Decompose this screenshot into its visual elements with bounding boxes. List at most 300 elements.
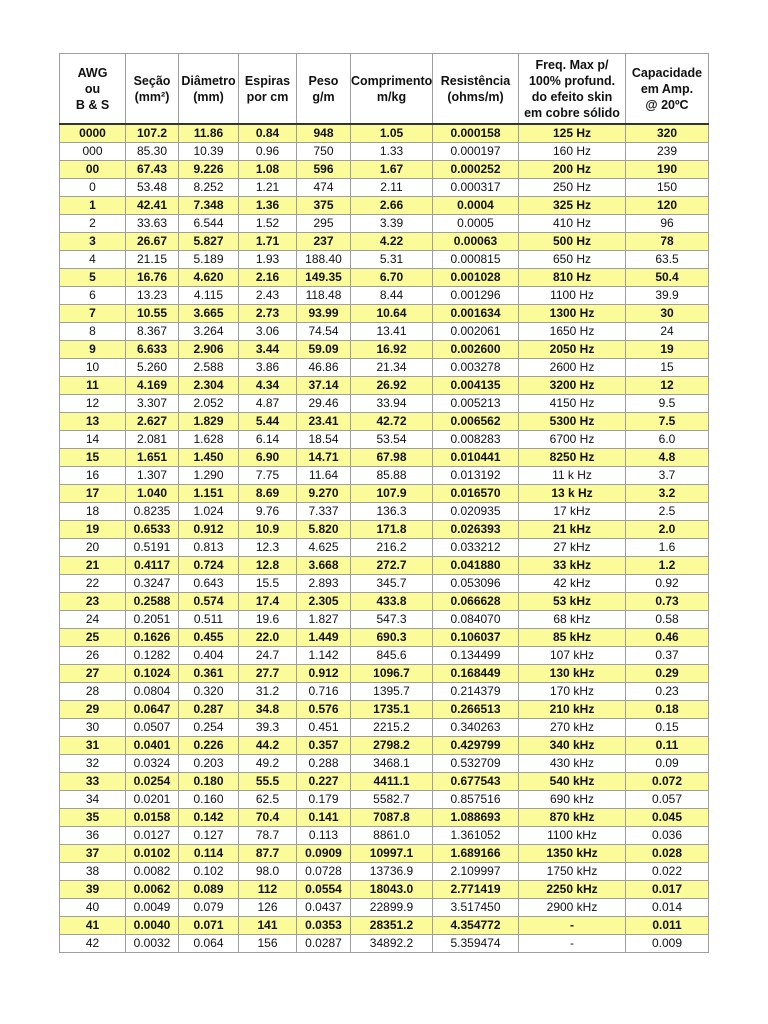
table-cell-capacidade: 0.18 [626, 701, 709, 719]
column-header-espiras [239, 54, 297, 125]
table-cell-espiras: 22.0 [239, 629, 297, 647]
table-row [60, 539, 709, 557]
table-row [60, 395, 709, 413]
table-cell-capacidade: 6.0 [626, 431, 709, 449]
table-cell-resistencia: 0.340263 [433, 719, 519, 737]
table-cell-diametro: 1.290 [179, 467, 239, 485]
table-cell-comprimento: 3468.1 [351, 755, 433, 773]
table-row [60, 647, 709, 665]
table-cell-diametro: 1.450 [179, 449, 239, 467]
table-row [60, 305, 709, 323]
table-cell-freq-max: 2050 Hz [519, 341, 626, 359]
table-cell-secao: 0.8235 [126, 503, 179, 521]
table-cell-awg: 28 [60, 683, 126, 701]
table-cell-espiras: 4.87 [239, 395, 297, 413]
table-row [60, 521, 709, 539]
table-cell-peso: 59.09 [297, 341, 351, 359]
table-cell-secao: 1.307 [126, 467, 179, 485]
table-cell-awg: 30 [60, 719, 126, 737]
table-cell-resistencia: 0.106037 [433, 629, 519, 647]
table-cell-secao: 0.0102 [126, 845, 179, 863]
table-cell-capacidade: 0.028 [626, 845, 709, 863]
column-header-line: Peso [308, 73, 339, 88]
table-cell-capacidade: 1.2 [626, 557, 709, 575]
table-cell-peso: 0.0728 [297, 863, 351, 881]
table-cell-peso: 0.227 [297, 773, 351, 791]
table-cell-resistencia: 2.771419 [433, 881, 519, 899]
table-cell-espiras: 156 [239, 935, 297, 953]
table-cell-resistencia: 0.010441 [433, 449, 519, 467]
table-cell-comprimento: 272.7 [351, 557, 433, 575]
table-cell-freq-max: 250 Hz [519, 179, 626, 197]
table-cell-capacidade: 320 [626, 124, 709, 143]
table-cell-awg: 13 [60, 413, 126, 431]
table-cell-peso: 0.912 [297, 665, 351, 683]
table-cell-comprimento: 690.3 [351, 629, 433, 647]
table-cell-secao: 0.0254 [126, 773, 179, 791]
table-cell-capacidade: 0.072 [626, 773, 709, 791]
table-cell-secao: 67.43 [126, 161, 179, 179]
table-cell-awg: 40 [60, 899, 126, 917]
table-cell-peso: 7.337 [297, 503, 351, 521]
table-cell-diametro: 0.724 [179, 557, 239, 575]
table-cell-secao: 0.0062 [126, 881, 179, 899]
table-cell-diametro: 0.203 [179, 755, 239, 773]
table-cell-diametro: 0.226 [179, 737, 239, 755]
table-cell-resistencia: 1.361052 [433, 827, 519, 845]
table-cell-freq-max: 540 kHz [519, 773, 626, 791]
table-cell-peso: 29.46 [297, 395, 351, 413]
table-cell-comprimento: 107.9 [351, 485, 433, 503]
table-cell-comprimento: 18043.0 [351, 881, 433, 899]
table-cell-peso: 0.0554 [297, 881, 351, 899]
table-cell-secao: 13.23 [126, 287, 179, 305]
table-cell-freq-max: 1650 Hz [519, 323, 626, 341]
table-cell-freq-max: 11 k Hz [519, 467, 626, 485]
table-cell-comprimento: 7087.8 [351, 809, 433, 827]
table-row [60, 863, 709, 881]
column-header-capacidade [626, 54, 709, 125]
table-cell-comprimento: 67.98 [351, 449, 433, 467]
table-cell-freq-max: 430 kHz [519, 755, 626, 773]
table-cell-resistencia: 0.001634 [433, 305, 519, 323]
table-cell-freq-max: 27 kHz [519, 539, 626, 557]
column-header-line: ou [84, 81, 101, 96]
table-cell-comprimento: 1.67 [351, 161, 433, 179]
table-cell-espiras: 17.4 [239, 593, 297, 611]
table-row [60, 629, 709, 647]
table-cell-espiras: 19.6 [239, 611, 297, 629]
table-cell-awg: 14 [60, 431, 126, 449]
table-cell-awg: 4 [60, 251, 126, 269]
table-cell-comprimento: 22899.9 [351, 899, 433, 917]
table-cell-peso: 37.14 [297, 377, 351, 395]
column-header-line: (ohms/m) [447, 89, 504, 104]
table-cell-diametro: 0.643 [179, 575, 239, 593]
table-cell-freq-max: 325 Hz [519, 197, 626, 215]
column-header-awg [60, 54, 126, 125]
column-header-line: 100% profund. [528, 73, 616, 88]
table-row [60, 413, 709, 431]
table-cell-freq-max: 53 kHz [519, 593, 626, 611]
table-cell-secao: 1.651 [126, 449, 179, 467]
table-cell-freq-max: 650 Hz [519, 251, 626, 269]
table-cell-diametro: 0.574 [179, 593, 239, 611]
table-cell-capacidade: 7.5 [626, 413, 709, 431]
table-cell-awg: 20 [60, 539, 126, 557]
table-cell-diametro: 0.287 [179, 701, 239, 719]
table-cell-diametro: 0.079 [179, 899, 239, 917]
table-row [60, 269, 709, 287]
table-cell-awg: 0 [60, 179, 126, 197]
table-cell-comprimento: 33.94 [351, 395, 433, 413]
table-cell-comprimento: 8861.0 [351, 827, 433, 845]
table-cell-freq-max: 340 kHz [519, 737, 626, 755]
table-cell-peso: 474 [297, 179, 351, 197]
table-cell-diametro: 0.511 [179, 611, 239, 629]
table-cell-capacidade: 30 [626, 305, 709, 323]
table-cell-resistencia: 0.677543 [433, 773, 519, 791]
table-cell-espiras: 44.2 [239, 737, 297, 755]
table-cell-capacidade: 0.29 [626, 665, 709, 683]
table-cell-awg: 27 [60, 665, 126, 683]
table-row [60, 431, 709, 449]
column-header-line: Diâmetro [181, 73, 236, 88]
table-cell-diametro: 3.665 [179, 305, 239, 323]
table-cell-espiras: 0.84 [239, 124, 297, 143]
table-cell-secao: 0.0647 [126, 701, 179, 719]
table-cell-comprimento: 85.88 [351, 467, 433, 485]
table-cell-comprimento: 1395.7 [351, 683, 433, 701]
table-cell-capacidade: 12 [626, 377, 709, 395]
table-cell-peso: 74.54 [297, 323, 351, 341]
table-cell-diametro: 0.089 [179, 881, 239, 899]
table-row [60, 485, 709, 503]
table-cell-diametro: 0.160 [179, 791, 239, 809]
table-cell-espiras: 9.76 [239, 503, 297, 521]
table-cell-secao: 0.6533 [126, 521, 179, 539]
table-cell-awg: 7 [60, 305, 126, 323]
table-cell-freq-max: 2600 Hz [519, 359, 626, 377]
table-cell-secao: 0.0082 [126, 863, 179, 881]
table-cell-secao: 0.0127 [126, 827, 179, 845]
table-row [60, 791, 709, 809]
table-cell-espiras: 78.7 [239, 827, 297, 845]
table-cell-espiras: 126 [239, 899, 297, 917]
table-cell-capacidade: 0.37 [626, 647, 709, 665]
table-cell-resistencia: 4.354772 [433, 917, 519, 935]
table-cell-resistencia: 0.002061 [433, 323, 519, 341]
table-cell-diametro: 0.912 [179, 521, 239, 539]
table-cell-diametro: 8.252 [179, 179, 239, 197]
table-cell-resistencia: 0.013192 [433, 467, 519, 485]
table-cell-freq-max: 4150 Hz [519, 395, 626, 413]
column-header-line: em Amp. [640, 81, 694, 96]
table-cell-capacidade: 4.8 [626, 449, 709, 467]
table-cell-espiras: 1.52 [239, 215, 297, 233]
table-cell-awg: 10 [60, 359, 126, 377]
table-cell-comprimento: 6.70 [351, 269, 433, 287]
table-cell-diametro: 0.254 [179, 719, 239, 737]
table-cell-secao: 0.0401 [126, 737, 179, 755]
table-cell-espiras: 7.75 [239, 467, 297, 485]
table-cell-peso: 93.99 [297, 305, 351, 323]
table-cell-freq-max: 13 k Hz [519, 485, 626, 503]
table-row [60, 719, 709, 737]
table-cell-comprimento: 2798.2 [351, 737, 433, 755]
table-cell-espiras: 3.86 [239, 359, 297, 377]
table-cell-freq-max: 810 Hz [519, 269, 626, 287]
table-cell-secao: 0.1626 [126, 629, 179, 647]
table-cell-diametro: 2.304 [179, 377, 239, 395]
table-cell-diametro: 10.39 [179, 143, 239, 161]
table-cell-comprimento: 26.92 [351, 377, 433, 395]
table-cell-freq-max: - [519, 917, 626, 935]
table-cell-awg: 33 [60, 773, 126, 791]
table-cell-espiras: 2.73 [239, 305, 297, 323]
table-cell-espiras: 24.7 [239, 647, 297, 665]
table-cell-resistencia: 0.020935 [433, 503, 519, 521]
table-cell-freq-max: 130 kHz [519, 665, 626, 683]
table-cell-espiras: 1.93 [239, 251, 297, 269]
table-cell-resistencia: 0.026393 [433, 521, 519, 539]
table-row [60, 251, 709, 269]
table-cell-espiras: 2.16 [239, 269, 297, 287]
table-cell-resistencia: 0.000252 [433, 161, 519, 179]
table-cell-secao: 85.30 [126, 143, 179, 161]
table-cell-diametro: 0.142 [179, 809, 239, 827]
table-cell-capacidade: 0.11 [626, 737, 709, 755]
table-cell-secao: 0.3247 [126, 575, 179, 593]
table-cell-espiras: 12.3 [239, 539, 297, 557]
column-header-diametro [179, 54, 239, 125]
table-cell-peso: 9.270 [297, 485, 351, 503]
table-cell-awg: 15 [60, 449, 126, 467]
table-cell-comprimento: 34892.2 [351, 935, 433, 953]
table-row [60, 341, 709, 359]
table-cell-comprimento: 21.34 [351, 359, 433, 377]
table-cell-awg: 000 [60, 143, 126, 161]
table-cell-capacidade: 96 [626, 215, 709, 233]
table-cell-resistencia: 0.001028 [433, 269, 519, 287]
table-cell-awg: 36 [60, 827, 126, 845]
table-cell-capacidade: 0.017 [626, 881, 709, 899]
table-cell-resistencia: 0.000815 [433, 251, 519, 269]
table-cell-capacidade: 9.5 [626, 395, 709, 413]
table-cell-secao: 2.627 [126, 413, 179, 431]
table-cell-secao: 10.55 [126, 305, 179, 323]
table-cell-awg: 35 [60, 809, 126, 827]
table-cell-peso: 4.625 [297, 539, 351, 557]
table-cell-capacidade: 3.2 [626, 485, 709, 503]
table-cell-resistencia: 1.088693 [433, 809, 519, 827]
table-cell-resistencia: 0.084070 [433, 611, 519, 629]
table-cell-peso: 0.0287 [297, 935, 351, 953]
table-cell-capacidade: 0.022 [626, 863, 709, 881]
table-cell-secao: 0.0324 [126, 755, 179, 773]
table-cell-secao: 33.63 [126, 215, 179, 233]
table-cell-freq-max: - [519, 935, 626, 953]
table-row [60, 809, 709, 827]
table-cell-resistencia: 0.168449 [433, 665, 519, 683]
table-cell-awg: 9 [60, 341, 126, 359]
header-row [60, 54, 709, 125]
table-cell-freq-max: 42 kHz [519, 575, 626, 593]
table-cell-capacidade: 0.057 [626, 791, 709, 809]
table-cell-capacidade: 0.92 [626, 575, 709, 593]
table-cell-awg: 23 [60, 593, 126, 611]
table-cell-peso: 0.288 [297, 755, 351, 773]
table-cell-secao: 3.307 [126, 395, 179, 413]
table-cell-diametro: 1.024 [179, 503, 239, 521]
table-cell-peso: 46.86 [297, 359, 351, 377]
table-cell-awg: 5 [60, 269, 126, 287]
table-cell-diametro: 2.906 [179, 341, 239, 359]
table-cell-comprimento: 345.7 [351, 575, 433, 593]
table-cell-peso: 2.305 [297, 593, 351, 611]
table-cell-secao: 0.4117 [126, 557, 179, 575]
table-cell-peso: 0.179 [297, 791, 351, 809]
table-row [60, 611, 709, 629]
table-cell-peso: 149.35 [297, 269, 351, 287]
table-cell-freq-max: 33 kHz [519, 557, 626, 575]
table-cell-capacidade: 150 [626, 179, 709, 197]
table-cell-secao: 0.0032 [126, 935, 179, 953]
table-cell-espiras: 27.7 [239, 665, 297, 683]
table-cell-freq-max: 1750 kHz [519, 863, 626, 881]
column-header-line: B & S [75, 97, 110, 112]
table-cell-secao: 0.0049 [126, 899, 179, 917]
table-cell-peso: 5.820 [297, 521, 351, 539]
table-cell-diametro: 11.86 [179, 124, 239, 143]
table-cell-capacidade: 0.09 [626, 755, 709, 773]
table-cell-peso: 375 [297, 197, 351, 215]
table-cell-capacidade: 0.014 [626, 899, 709, 917]
table-row [60, 881, 709, 899]
table-cell-freq-max: 8250 Hz [519, 449, 626, 467]
table-cell-resistencia: 0.053096 [433, 575, 519, 593]
table-cell-diametro: 4.115 [179, 287, 239, 305]
table-cell-comprimento: 16.92 [351, 341, 433, 359]
table-cell-secao: 1.040 [126, 485, 179, 503]
table-cell-peso: 18.54 [297, 431, 351, 449]
column-header-line: do efeito skin [531, 89, 613, 104]
table-cell-peso: 1.827 [297, 611, 351, 629]
table-cell-comprimento: 433.8 [351, 593, 433, 611]
table-cell-peso: 750 [297, 143, 351, 161]
table-cell-peso: 2.893 [297, 575, 351, 593]
table-cell-resistencia: 0.033212 [433, 539, 519, 557]
table-cell-awg: 1 [60, 197, 126, 215]
table-cell-awg: 18 [60, 503, 126, 521]
table-cell-awg: 26 [60, 647, 126, 665]
table-row [60, 143, 709, 161]
table-cell-awg: 42 [60, 935, 126, 953]
table-cell-capacidade: 0.58 [626, 611, 709, 629]
table-cell-peso: 118.48 [297, 287, 351, 305]
table-cell-comprimento: 171.8 [351, 521, 433, 539]
table-cell-secao: 0.0507 [126, 719, 179, 737]
table-row [60, 161, 709, 179]
table-cell-resistencia: 0.000158 [433, 124, 519, 143]
table-cell-diametro: 0.320 [179, 683, 239, 701]
table-cell-capacidade: 63.5 [626, 251, 709, 269]
table-cell-espiras: 1.71 [239, 233, 297, 251]
table-row [60, 773, 709, 791]
table-cell-comprimento: 13736.9 [351, 863, 433, 881]
table-cell-peso: 1.142 [297, 647, 351, 665]
table-cell-espiras: 6.90 [239, 449, 297, 467]
column-header-line: Espiras [244, 73, 291, 88]
table-cell-awg: 11 [60, 377, 126, 395]
table-cell-awg: 00 [60, 161, 126, 179]
table-cell-resistencia: 0.005213 [433, 395, 519, 413]
table-cell-comprimento: 547.3 [351, 611, 433, 629]
table-row [60, 449, 709, 467]
table-cell-capacidade: 0.045 [626, 809, 709, 827]
table-cell-comprimento: 5582.7 [351, 791, 433, 809]
table-cell-freq-max: 3200 Hz [519, 377, 626, 395]
table-cell-peso: 0.451 [297, 719, 351, 737]
table-cell-secao: 0.1024 [126, 665, 179, 683]
table-cell-secao: 16.76 [126, 269, 179, 287]
table-cell-secao: 0.5191 [126, 539, 179, 557]
table-cell-diametro: 0.102 [179, 863, 239, 881]
table-cell-freq-max: 21 kHz [519, 521, 626, 539]
table-cell-capacidade: 0.15 [626, 719, 709, 737]
table-cell-peso: 295 [297, 215, 351, 233]
table-row [60, 665, 709, 683]
table-cell-secao: 6.633 [126, 341, 179, 359]
table-cell-espiras: 8.69 [239, 485, 297, 503]
table-cell-comprimento: 2.11 [351, 179, 433, 197]
table-cell-espiras: 4.34 [239, 377, 297, 395]
table-cell-diametro: 4.620 [179, 269, 239, 287]
table-cell-secao: 2.081 [126, 431, 179, 449]
table-cell-freq-max: 1350 kHz [519, 845, 626, 863]
table-cell-resistencia: 0.016570 [433, 485, 519, 503]
table-cell-awg: 25 [60, 629, 126, 647]
column-header-line: @ 20ºC [645, 97, 689, 112]
table-cell-resistencia: 1.689166 [433, 845, 519, 863]
table-cell-diametro: 0.114 [179, 845, 239, 863]
table-cell-awg: 31 [60, 737, 126, 755]
table-row [60, 557, 709, 575]
table-cell-diametro: 1.628 [179, 431, 239, 449]
column-header-line: Freq. Max p/ [535, 57, 609, 72]
table-cell-capacidade: 190 [626, 161, 709, 179]
table-row [60, 359, 709, 377]
table-cell-diametro: 2.052 [179, 395, 239, 413]
table-cell-capacidade: 39.9 [626, 287, 709, 305]
table-cell-diametro: 0.361 [179, 665, 239, 683]
table-cell-capacidade: 15 [626, 359, 709, 377]
table-cell-freq-max: 85 kHz [519, 629, 626, 647]
table-cell-peso: 0.716 [297, 683, 351, 701]
column-header-line: Seção [133, 73, 171, 88]
table-row [60, 323, 709, 341]
table-cell-espiras: 1.08 [239, 161, 297, 179]
table-cell-awg: 21 [60, 557, 126, 575]
table-cell-awg: 41 [60, 917, 126, 935]
table-cell-awg: 16 [60, 467, 126, 485]
table-row [60, 755, 709, 773]
table-cell-comprimento: 5.31 [351, 251, 433, 269]
table-cell-secao: 0.2051 [126, 611, 179, 629]
table-cell-resistencia: 0.429799 [433, 737, 519, 755]
table-cell-awg: 17 [60, 485, 126, 503]
table-cell-freq-max: 690 kHz [519, 791, 626, 809]
